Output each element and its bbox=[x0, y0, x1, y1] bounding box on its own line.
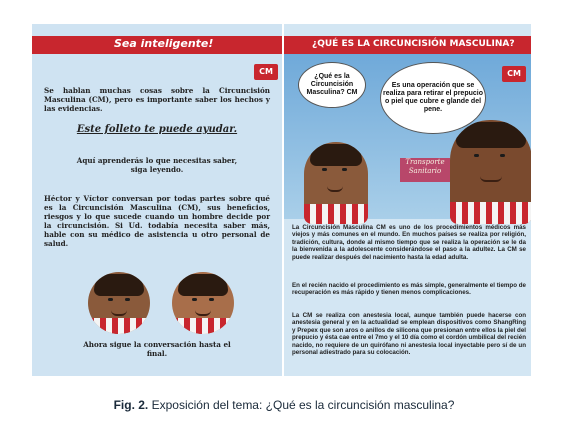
ambulance-sign: Transporte Sanitario bbox=[400, 158, 450, 182]
caption-label: Fig. 2. bbox=[113, 398, 149, 412]
speech-bubble-question: ¿Qué es la Circuncisión Masculina? CM bbox=[298, 62, 366, 108]
right-banner-title: ¿QUÉ ES LA CIRCUNCISIÓN MASCULINA? bbox=[312, 39, 515, 49]
story-text: Héctor y Víctor conversan por todas partes sobre qué es la Circuncisión Masculina (CM), sus beneficios, riesgos y lo que sucede cuando un hombre decide por la circuncisión. Si Ud. todabía necesita saber más, hable con su médico de asistencia u otro personal de salud. bbox=[44, 194, 270, 248]
paragraph-1: La Circuncisión Masculina CM es uno de los procedimientos médicos más viejos y más comunes en el mundo. En muchos países se realiza por religión, tradición, cultura, donde al mismo tiempo que se realiza la operación se le da la bienvenida a la adolescente considerándose el paso a la adultez. La CM se puede realizar después del nacimiento hasta la edad adulta. bbox=[292, 224, 526, 261]
victor-portrait bbox=[172, 272, 234, 334]
figure-caption bbox=[0, 398, 568, 412]
victor-comic bbox=[450, 120, 531, 224]
cm-badge-right: CM bbox=[502, 66, 526, 82]
hector-comic bbox=[304, 142, 368, 224]
speech-bubble-answer: Es una operación que se realiza para retirar el prepucio o piel que cubre e glande del pene. bbox=[380, 62, 486, 134]
cm-badge: CM bbox=[254, 64, 278, 80]
caption-text: Exposición del tema: ¿Qué es la circuncisión masculina? bbox=[151, 398, 455, 412]
subtitle: Este folleto te puede ayudar. bbox=[76, 124, 238, 135]
right-page bbox=[284, 24, 531, 376]
learn-text: Aquí aprenderás lo que necesitas saber, siga leyendo. bbox=[76, 156, 238, 174]
left-banner-title: Sea inteligente! bbox=[114, 37, 214, 50]
left-banner bbox=[32, 36, 282, 54]
paragraph-3: La CM se realiza con anestesia local, aunque también puede hacerse con anestesia general y en la actualidad se emplean dispositivos como ShangRing y Prepex que son aros o anillos de silicona que presionan entre ellos la piel del prepucio y ésta cae entre el 7mo y el 10 día como el cordón umbilical del recién nacido, no requiere de un quirófano ni anestesia local inyectable pero sí de un personal adiestrado para su colocación. bbox=[292, 312, 526, 357]
left-page bbox=[32, 24, 282, 376]
follow-text: Ahora sigue la conversación hasta el final. bbox=[83, 340, 231, 358]
intro-text: Se hablan muchas cosas sobre la Circuncisión Masculina (CM), pero es importante saber los hechos y las evidencias. bbox=[44, 86, 270, 113]
brochure-figure bbox=[32, 24, 531, 376]
paragraph-2: En el recién nacido el procedimiento es más simple, generalmente el tiempo de recuperación es más rápido y tienen menos complicaciones. bbox=[292, 282, 526, 297]
hector-portrait bbox=[88, 272, 150, 334]
right-banner bbox=[284, 36, 531, 54]
